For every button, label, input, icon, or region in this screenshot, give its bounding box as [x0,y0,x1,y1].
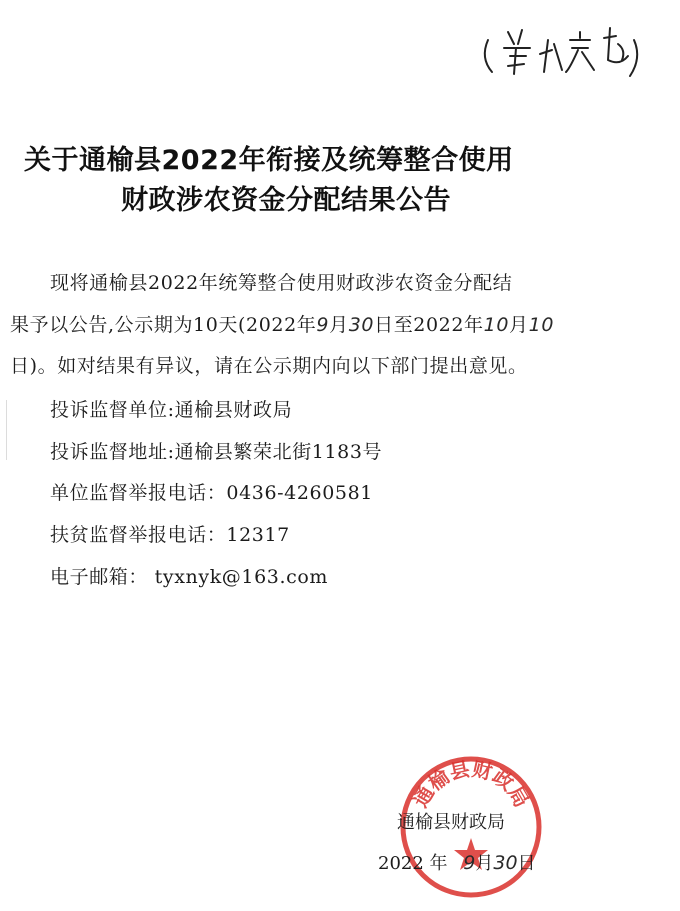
footer-date [378,849,536,875]
footer-date-year: 2022 年 [378,853,448,874]
paragraph-line-2-text-a: 果予以公告,公示期为10天(2022年 [10,314,317,336]
paragraph-line-2-text-c: 日至2022年 [374,314,484,336]
footer-date-day: 30 [493,852,518,874]
handwritten-month-2: 10 [483,314,510,336]
contact-email: 电子邮箱： tyxnyk@163.com [50,566,329,588]
poverty-report-phone: 扶贫监督举报电话：12317 [50,524,290,546]
handwritten-month: 9 [316,314,330,336]
footer-date-day-suffix: 日 [517,853,536,874]
paragraph-line-2-text-b: 月 [329,314,349,336]
handwritten-signature [470,10,650,90]
svg-text:通榆县财政局 [408,757,534,812]
supervise-address: 投诉监督地址:通榆县繁荣北街1183号 [50,441,383,463]
footer-date-month-suffix: 月 [475,853,494,874]
notice-title-line-1: 关于通榆县2022年衔接及统筹整合使用 [24,145,514,176]
scan-artifact [6,400,7,460]
handwritten-day-2: 10 [528,314,555,336]
paragraph-line-3: 日)。如对结果有异议，请在公示期内向以下部门提出意见。 [10,355,528,377]
footer-date-month: 9 [463,852,476,874]
footer-organization: 通榆县财政局 [397,812,505,833]
paragraph-line-1: 现将通榆县2022年统筹整合使用财政涉农资金分配结 [50,272,513,294]
paragraph-line-2 [10,310,554,337]
supervise-unit: 投诉监督单位:通榆县财政局 [50,399,293,421]
handwritten-day: 30 [348,314,375,336]
unit-report-phone: 单位监督举报电话：0436-4260581 [50,482,373,504]
seal-text: 通榆县财政局 [408,756,534,812]
notice-title-line-2: 财政涉农资金分配结果公告 [121,185,451,216]
paragraph-line-2-text-d: 月 [509,314,529,336]
